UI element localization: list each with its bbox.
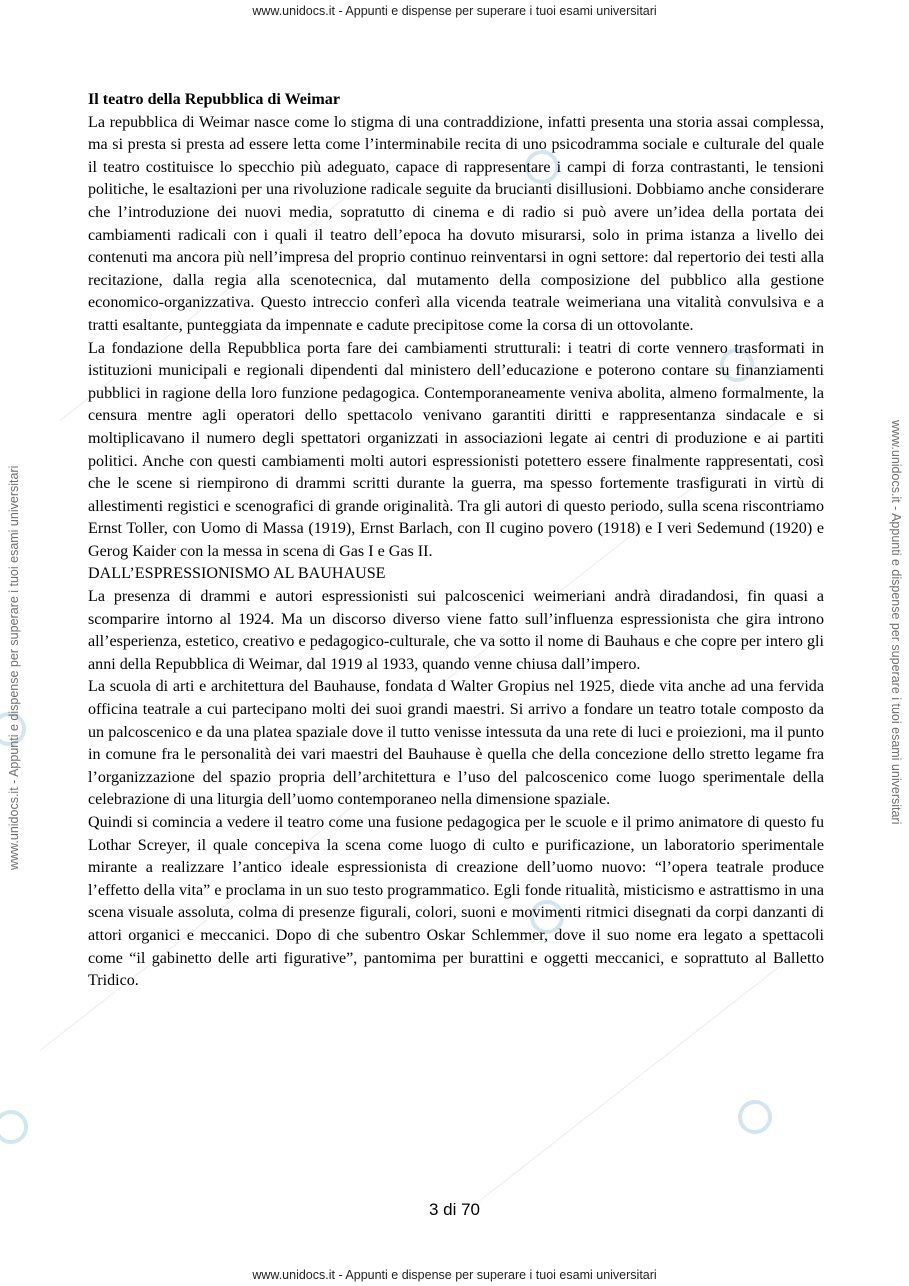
paragraph: La scuola di arti e architettura del Bauhause, fondata d Walter Gropius nel 1925, diede vita anche ad una fervida officina teatrale a cui partecipano molti dei suoi grandi maestri. Si arrivo a fondare un teatro totale composto da un palcoscenico e da una platea spaziale dove il tutto venisse intessuta da una rete di luci e proiezioni, ma il punto in comune fra le personalità dei vari maestri del Bauhause è quella che della concezione dello stretto legame fra l’organizzazione del spazio propria dell’architettura e l’uso del palcoscenico come luogo sperimentale della celebrazione di una liturgia dell’uomo contemporaneo nella dimensione spaziale. (88, 678, 824, 809)
document-body (88, 89, 824, 993)
paragraph: La repubblica di Weimar nasce come lo stigma di una contraddizione, infatti presenta una storia assai complessa, ma si presta si presta ad essere letta come l’interminabile recita di uno psicodramma sociale e culturale del quale il teatro costituisce lo specchio più adeguato, capace di rappresentare i campi di forza contrastanti, le tensioni politiche, le esaltazioni per una rivoluzione radicale seguite da brucianti disillusioni. Dobbiamo anche considerare che l’introduzione dei nuovi media, sopratutto di cinema e di radio si può avere un’idea della portata dei cambiamenti radicali con i quali il teatro dell’epoca ha dovuto misurarsi, solo in prima istanza a livello dei contenuti ma ancora più nell’impresa del proprio continuo reinventarsi in ogni settore: dal repertorio dei testi alla recitazione, dalla regia alla scenotecnica, dal mutamento della composizione del pubblico alla gestione economico-organizzativa. Questo intreccio conferì alla vicenda teatrale weimeriana una vitalità convulsiva e a tratti esaltante, punteggiata da impennate e cadute precipitose come la corsa di un ottovolante. (88, 113, 824, 334)
watermark-logo-icon (0, 1110, 28, 1144)
watermark-line (480, 966, 780, 1201)
section-heading: DALL’ESPRESSIONISMO AL BAUHAUSE (88, 565, 386, 583)
page-number: 3 di 70 (428, 1200, 481, 1219)
watermark-side-right: www.unidocs.it - Appunti e dispense per superare i tuoi esami universitari (889, 420, 903, 825)
document-title: Il teatro della Repubblica di Weimar (88, 91, 340, 108)
paragraph: Quindi si comincia a vedere il teatro come una fusione pedagogica per le scuole e il primo animatore di questo fu Lothar Screyer, il quale concepiva la scena come luogo di culto e purificazione, un laboratorio sperimentale mirante a realizzare l’antico ideale espressionista di creazione dell’uomo nuovo: “l’opera teatrale produce l’effetto della vita” e proclama in un suo testo programmatico. Egli fonde ritualità, misticismo e astrattismo in una scena visuale assoluta, colma di presenze figurali, colori, suoni e movimenti ritmici disegnati da corpi danzanti di attori organici e meccanici. Dopo di che subentro Oskar Schlemmer, dove il suo nome era legato a spettacoli come “il gabinetto delle arti figurative”, pantomima per burattini e oggetti meccanici, e soprattuto al Balletto Tridico. (88, 814, 824, 990)
watermark-header: www.unidocs.it - Appunti e dispense per superare i tuoi esami universitari (252, 4, 657, 18)
paragraph: La presenza di drammi e autori espressionisti sui palcoscenici weimeriani andrà diradandosi, fin quasi a scomparire intorno al 1924. Ma un discorso diverso viene fatto sull’influenza espressionista che gira introno all’esperienza, estetico, creativo e pedagogico-culturale, che va sotto il nome di Bauhaus e che copre per intero gli anni della Repubblica di Weimar, dal 1919 al 1933, quando venne chiusa dall’impero. (88, 588, 824, 673)
watermark-footer: www.unidocs.it - Appunti e dispense per superare i tuoi esami universitari (252, 1268, 657, 1282)
watermark-side-left: www.unidocs.it - Appunti e dispense per superare i tuoi esami universitari (7, 465, 21, 870)
paragraph: La fondazione della Repubblica porta fare dei cambiamenti strutturali: i teatri di corte vennero trasformati in istituzioni municipali e regionali dipendenti dal ministero dell’educazione e poterono contare su finanziamenti pubblici in ragione della loro funzione pedagogica. Contemporaneamente veniva abolita, almeno formalmente, la censura mentre agli operatori dello spettacolo venivano garantiti diritti e rappresentanza sindacale e si moltiplicavano il numero degli spettatori organizzati in associazioni legate ai centri di produzione e ai partiti politici. Anche con questi cambiamenti molti autori espressionisti potettero essere finalmente rappresentati, così che le scene si riempirono di drammi scritti durante la guerra, ma spesso fortemente trasfigurati in virtù di allestimenti registici e scenografici di grande originalità. Tra gli autori di questo periodo, sulla scena riscontriamo Ernst Toller, con Uomo di Massa (1919), Ernst Barlach, con Il cugino povero (1918) e I veri Sedemund (1920) e Gerog Kaider con la messa in scena di Gas I e Gas II. (88, 339, 824, 560)
watermark-logo-icon (738, 1100, 772, 1134)
